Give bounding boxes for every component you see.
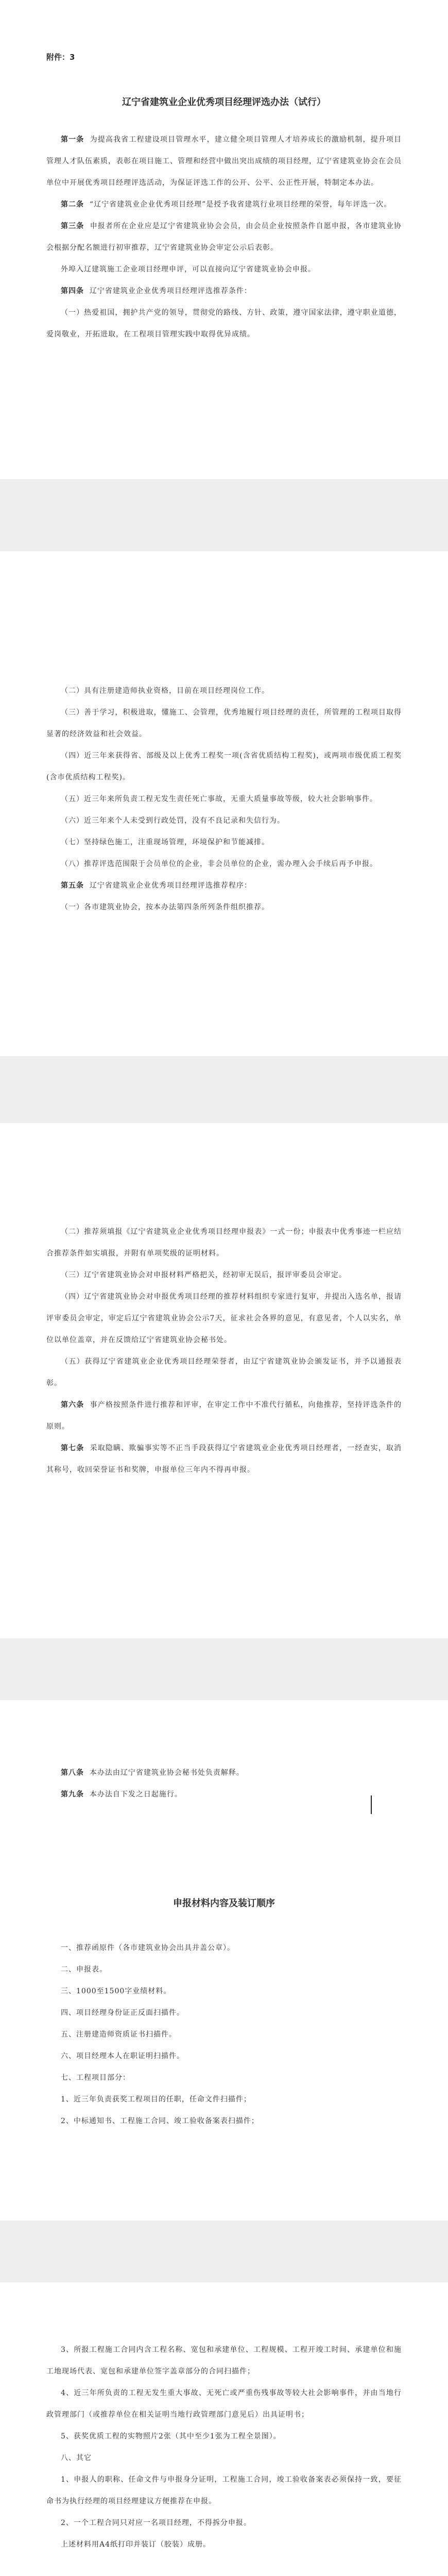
article-3-text: 申报者所在企业应是辽宁省建筑业协会会员，由会员企业按照条件自愿申报，各市建筑业协会根据分配名额进行初审推荐，辽宁省建筑业协会审定公示后表彰。	[46, 222, 402, 252]
article-3	[46, 215, 402, 259]
attachment-label: 附件：3	[46, 53, 75, 62]
article-9-text: 本办法自下发之日起施行。	[89, 1790, 182, 1799]
page-2-body	[46, 680, 402, 918]
article-5-text: 辽宁省建筑业企业优秀项目经理评选推荐程序：	[89, 882, 252, 890]
project-subitem-4: 4、近三年所负责的工程无发生重大事故、无死亡或严重伤残事故等较大社会影响事件，并由当地行政管理部门（或推荐单位在相关证明当地行政管理部门意见后）出具证明书；	[46, 2389, 402, 2419]
procedure-1: （一）各市建筑业协会，按本办法第四条所列条件组织推荐。	[61, 903, 269, 911]
page-4-top	[46, 1762, 402, 1805]
condition-5: （五）近三年来所负责工程无发生责任死亡事故，无重大质量事故等级，较大社会影响事件。	[61, 795, 377, 803]
document-title: 辽宁省建筑业企业优秀项目经理评选办法（试行）	[122, 97, 326, 108]
material-item-4: 四、项目经理身份证正反面扫描件。	[61, 2009, 184, 2017]
article-4-text: 辽宁省建筑业企业优秀项目经理评选推荐条件：	[89, 287, 252, 295]
article-6-label: 第六条	[61, 1401, 84, 1409]
article-3-label: 第三条	[61, 222, 84, 230]
page-gap-1	[0, 479, 448, 551]
condition-3: （三）善于学习，积极进取，懂施工、会管理，优秀地履行项目经理的责任，所管理的工程项目取得显著的经济效益和社会效益。	[46, 708, 402, 738]
article-2	[46, 194, 402, 215]
article-6-text: 事产格按照条件进行推荐和评审，在审定工作中不准代行循私，向他推荐，坚持评选条件的原则。	[46, 1401, 402, 1431]
procedure-3: （三）辽宁省建筑业协会对申报材料严格把关，经初审无误后，报评审委员会审定。	[61, 1271, 347, 1279]
text-cursor	[371, 1795, 372, 1814]
other-note-2: 2、一个工程合同只对应一名项目经理，不得拆分申报。	[61, 2519, 251, 2527]
page-1-body	[46, 129, 402, 345]
condition-4: （四）近三年来获得省、部级及以上优秀工程奖一项(含省优质结构工程奖)，或两项市级优质工程奖(含市优质结构工程奖)。	[46, 752, 402, 782]
condition-7: （七）坚持绿色施工，注重现场管理，环境保护和节能减排。	[61, 838, 269, 846]
condition-6: （六）近三年来个人未受到行政处罚，没有不良记录和失信行为。	[61, 817, 285, 825]
article-8-text: 本办法由辽宁省建筑业协会秘书处负责解释。	[89, 1769, 244, 1777]
document-page-1	[0, 0, 448, 479]
procedure-2: （二）推荐须填报《辽宁省建筑业企业优秀项目经理申报表》一式一份；申报表中优秀事迹一栏应结合推荐条件如实填报，并附有单项奖级的证明材料。	[46, 1228, 402, 1258]
other-note-1: 1、申报人的职称、任命文件与申报身分证明，工程施工合同，竣工验收备案表必须保持一致，要征命书为执行经理的项目经理建议方便推荐在申报。	[46, 2476, 402, 2505]
project-subitem-5: 5、获奖优质工程的实物照片2张（其中至少1张为工程全景图）。	[61, 2432, 281, 2441]
article-4-label: 第四条	[61, 287, 84, 295]
article-6	[46, 1394, 402, 1437]
condition-2: （二）具有注册建造师执业资格，目前在项目经理岗位工作。	[61, 687, 269, 695]
document-page-5	[0, 2282, 448, 2576]
article-7	[46, 1437, 402, 1481]
condition-8: （八）推荐评选范围限于会员单位的企业，非会员单位的企业，需办理入会手续后再予申报。	[61, 860, 377, 868]
article-5	[46, 875, 402, 896]
binding-note: 上述材料用A4纸打印并装订（胶装）成册。	[61, 2540, 211, 2549]
article-3-extra: 外埠入辽建筑施工企业项目经理申评，可以直接向辽宁省建筑业协会申报。	[61, 265, 316, 274]
project-subitem-3: 3、所报工程施工合同内含工程名称、宽包和承建单位、工程规模、工程开竣工时间、承建单位和施工地现场代表、宽包和承建单位签字盖章部分的合同扫描件；	[46, 2346, 402, 2376]
document-page-3	[0, 1123, 448, 1638]
material-item-7: 七、工程项目部分：	[61, 2074, 130, 2082]
article-8	[46, 1762, 402, 1784]
materials-title: 申报材料内容及装订顺序	[173, 1898, 275, 1909]
document-page-2	[0, 551, 448, 1056]
article-7-text: 采取隐瞒、欺骗事实等不正当手段获得辽宁省建筑业企业优秀项目经理者，一经查实，取消其称号，收回荣誉证书和奖牌，申报单位三年内不得再申报。	[46, 1444, 402, 1474]
document-page-4	[0, 1700, 448, 2221]
article-5-label: 第五条	[61, 882, 84, 890]
project-subitem-2: 2、中标通知书、工程施工合同、竣工验收备案表扫描件；	[61, 2117, 259, 2125]
article-1-text: 为提高我省工程建设项目管理水平，建立健全项目管理人才培养成长的激励机制，提升项目管理人才队伍素质，表彰在项目施工、管理和经营中做出突出成绩的项目经理，辽宁省建筑业协会在会员单位中开展优秀项目经理评选活动，为保证评选工作的公开、公平、公正性开展，特制定本办法。	[46, 135, 402, 187]
article-9	[46, 1784, 402, 1805]
article-1	[46, 129, 402, 194]
page-4-body	[46, 1937, 402, 2132]
procedure-5: （五）获得辽宁省建筑业企业优秀项目经理荣誉者，由辽宁省建筑业协会颁发证书，并予以通报表彰。	[46, 1358, 402, 1387]
page-5-body	[46, 2339, 402, 2555]
material-item-6: 六、项目经理本人在职证明扫描件。	[61, 2052, 184, 2060]
page-gap-2	[0, 1056, 448, 1123]
procedure-4: （四）辽宁省建筑业协会对申报优秀项目经理的推荐材料组织专家进行复审，并提出入选名单，报请评审委员会审定，审定后辽宁省建筑业协会公示7天，征求社会各界的意见，有意见者，个人以实名，单位以单位盖章，并在反馈给辽宁省建筑业协会秘书处。	[46, 1293, 402, 1344]
material-item-8: 八、其它	[61, 2454, 92, 2462]
page-gap-3	[0, 1638, 448, 1700]
article-9-label: 第九条	[61, 1790, 84, 1799]
article-2-label: 第二条	[61, 200, 84, 209]
page-gap-4	[0, 2221, 448, 2282]
article-4	[46, 280, 402, 302]
material-item-5: 五、注册建造师资质证书扫描件。	[61, 2030, 177, 2039]
page-3-body	[46, 1221, 402, 1481]
article-8-label: 第八条	[61, 1769, 84, 1777]
material-item-1: 一、推荐函原件（各市建筑业协会出具并盖公章）。	[61, 1944, 235, 1952]
material-item-2: 二、申报表。	[61, 1965, 107, 1974]
article-2-text: “辽宁省建筑业企业优秀项目经理”是授予我省建筑行业项目经理的荣誉，每年评选一次。	[89, 200, 392, 209]
condition-1: （一）热爱祖国，拥护共产党的领导，贯彻党的路线、方针、政策，遵守国家法律，遵守职业道德，爱岗敬业，开拓进取，在工程项目管理实践中取得优异成绩。	[46, 309, 402, 338]
project-subitem-1: 1、近三年负责获奖工程项目的任职，任命文件扫描件；	[61, 2095, 251, 2104]
article-1-label: 第一条	[61, 135, 84, 144]
material-item-3: 三、1000至1500字业绩材料。	[61, 1987, 171, 1995]
article-7-label: 第七条	[61, 1444, 84, 1452]
